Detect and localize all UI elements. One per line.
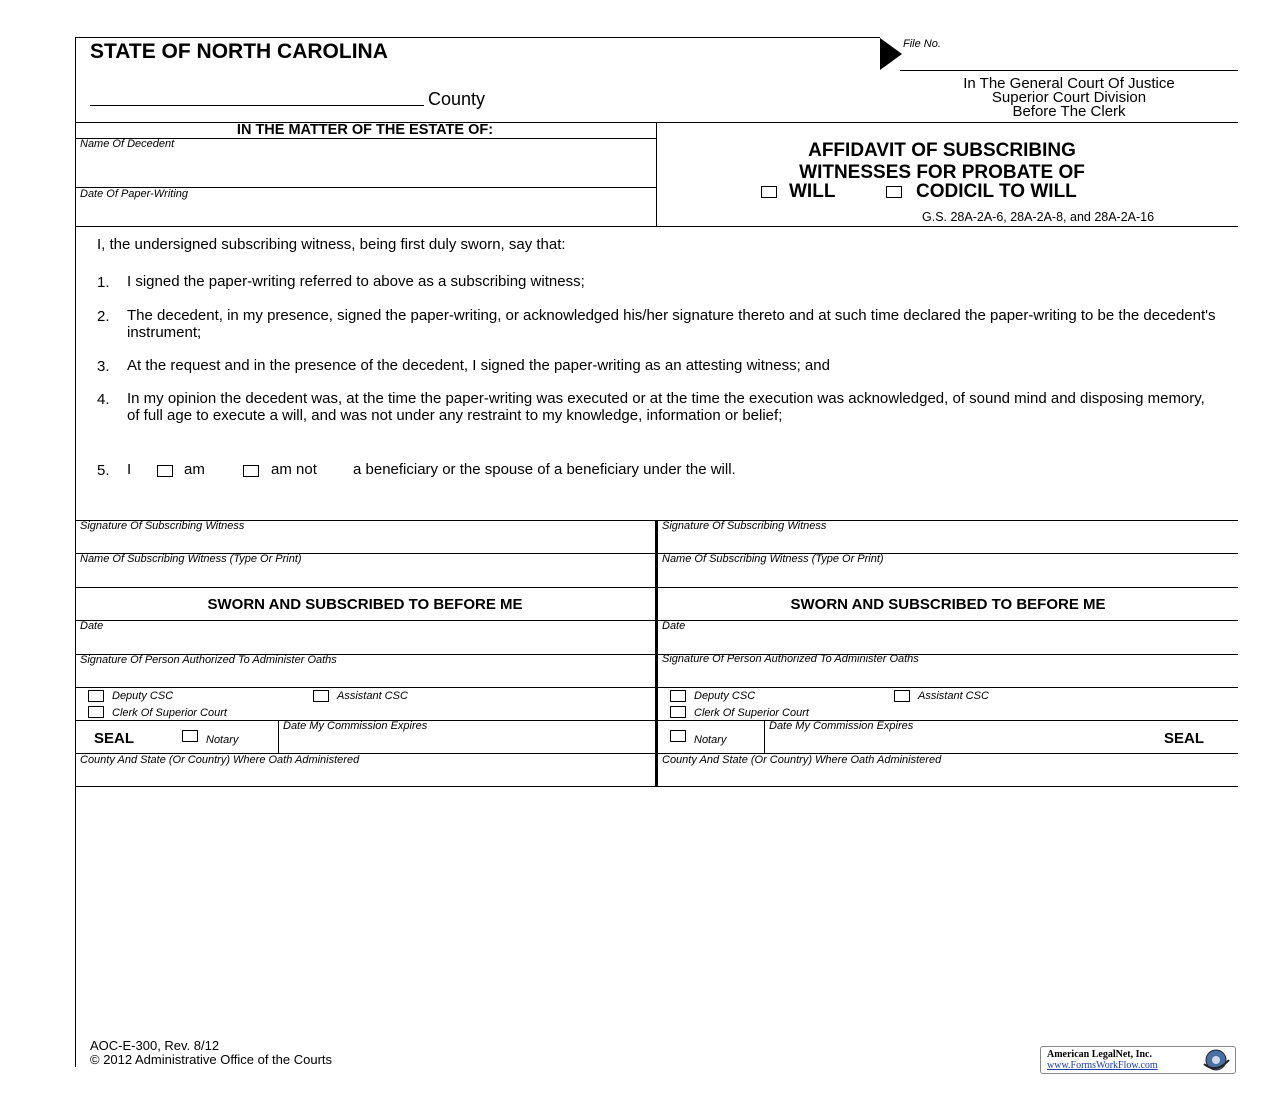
- paper-date-field[interactable]: [76, 202, 655, 224]
- form-title-line-2: WITNESSES FOR PROBATE OF: [799, 162, 1085, 183]
- office-row-line: [75, 720, 1238, 721]
- will-checkbox[interactable]: [761, 186, 777, 198]
- witness-2-deputy-label: Deputy CSC: [694, 690, 756, 702]
- file-no-line[interactable]: [900, 70, 1238, 71]
- item-2-text: The decedent, in my presence, signed the paper-writing, or acknowledged his/her signature thereto and at such time declared the paper-writing to be the decedent's instrument;: [127, 307, 1216, 341]
- file-no-label: File No.: [903, 38, 941, 50]
- witness-1-county-state-label: County And State (Or Country) Where Oath Administered: [80, 754, 360, 766]
- form-title-line-1: AFFIDAVIT OF SUBSCRIBING: [808, 140, 1076, 161]
- witness-1-name-label: Name Of Subscribing Witness (Type Or Print): [80, 553, 302, 565]
- witness-2-commission-divider: [764, 720, 765, 753]
- estate-heading: IN THE MATTER OF THE ESTATE OF:: [236, 122, 494, 138]
- witness-2-notary-checkbox[interactable]: [670, 730, 686, 742]
- item-1-text: I signed the paper-writing referred to above as a subscribing witness;: [127, 273, 585, 290]
- intro-text: I, the undersigned subscribing witness, being first duly sworn, say that:: [97, 236, 566, 253]
- witness-2-deputy-checkbox[interactable]: [670, 690, 686, 702]
- oath-signature-row-line: [75, 687, 1238, 688]
- globe-icon: [1199, 1048, 1231, 1072]
- am-label: am: [184, 461, 205, 478]
- frame-top-border: [75, 37, 880, 38]
- witness-1-deputy-checkbox[interactable]: [88, 690, 104, 702]
- witness-bottom-border: [75, 786, 1238, 787]
- state-title: STATE OF NORTH CAROLINA: [90, 40, 388, 63]
- witness-2-name-field[interactable]: [659, 567, 1237, 586]
- witness-1-clerk-checkbox[interactable]: [88, 706, 104, 718]
- witness-2-seal: SEAL: [1164, 730, 1205, 747]
- court-line-2: Superior Court Division: [991, 89, 1147, 106]
- witness-2-clerk-label: Clerk Of Superior Court: [694, 707, 809, 719]
- witness-2-county-state-field[interactable]: [659, 768, 1237, 786]
- codicil-label: CODICIL TO WILL: [916, 181, 1077, 202]
- item-1-number: 1.: [97, 274, 110, 291]
- decedent-name-field[interactable]: [76, 152, 655, 186]
- logo-url[interactable]: www.FormsWorkFlow.com: [1047, 1060, 1158, 1071]
- witness-2-sworn-heading: SWORN AND SUBSCRIBED TO BEFORE ME: [790, 596, 1106, 613]
- witness-2-date-field[interactable]: [659, 634, 1237, 653]
- item-4-text: In my opinion the decedent was, at the time the paper-writing was executed or at the time the execution was acknowledged, of sound mind and disposing memory, of full age to execute a will, and was not under any restraint to my knowledge, information or belief;: [127, 390, 1205, 424]
- witness-1-date-label: Date: [80, 620, 104, 632]
- witness-1-commission-field[interactable]: [280, 734, 654, 752]
- witness-1-assistant-label: Assistant CSC: [337, 690, 408, 702]
- witness-2-date-label: Date: [662, 620, 686, 632]
- witness-2-oath-signature-field[interactable]: [659, 668, 1237, 687]
- county-label: County: [428, 89, 486, 109]
- am-not-label: am not: [271, 461, 317, 478]
- witness-2-signature-field[interactable]: [659, 534, 1237, 553]
- form-number: AOC-E-300, Rev. 8/12: [90, 1038, 220, 1053]
- item-3-text: At the request and in the presence of the decedent, I signed the paper-writing as an attesting witness; and: [127, 357, 830, 374]
- witness-1-oath-signature-label: Signature Of Person Authorized To Administer Oaths: [80, 654, 337, 666]
- court-line-1: In The General Court Of Justice: [963, 75, 1175, 92]
- witness-2-assistant-label: Assistant CSC: [918, 690, 989, 702]
- form-title: [656, 140, 1228, 184]
- witness-1-clerk-label: Clerk Of Superior Court: [112, 707, 227, 719]
- witness-2-commission-field[interactable]: [766, 734, 1156, 752]
- estate-bottom-border: [75, 226, 1238, 227]
- sworn-row-line: [75, 620, 1238, 621]
- witness-2-name-label: Name Of Subscribing Witness (Type Or Print): [662, 553, 884, 565]
- witness-2-notary-label: Notary: [694, 734, 727, 746]
- decedent-name-label: Name Of Decedent: [80, 138, 175, 150]
- file-no-arrow-icon: [880, 38, 904, 72]
- witness-1-notary-checkbox[interactable]: [182, 730, 198, 742]
- copyright: © 2012 Administrative Office of the Courts: [90, 1052, 333, 1067]
- witness-1-signature-field[interactable]: [76, 534, 654, 553]
- witness-1-assistant-checkbox[interactable]: [313, 690, 329, 702]
- witness-1-commission-divider: [278, 720, 279, 753]
- witness-1-signature-label: Signature Of Subscribing Witness: [80, 520, 245, 532]
- am-not-checkbox[interactable]: [243, 465, 259, 477]
- witness-2-assistant-checkbox[interactable]: [894, 690, 910, 702]
- item-4-number: 4.: [97, 391, 110, 408]
- witness-2-signature-label: Signature Of Subscribing Witness: [662, 520, 827, 532]
- witness-1-county-state-field[interactable]: [76, 768, 654, 786]
- witness-1-notary-label: Notary: [206, 734, 239, 746]
- will-label: WILL: [789, 181, 836, 202]
- legalnet-logo[interactable]: [1040, 1046, 1236, 1074]
- witness-1-commission-label: Date My Commission Expires: [283, 720, 428, 732]
- witness-2-clerk-checkbox[interactable]: [670, 706, 686, 718]
- statute-citation: G.S. 28A-2A-6, 28A-2A-8, and 28A-2A-16: [922, 210, 1155, 224]
- witness-1-seal: SEAL: [94, 730, 135, 747]
- item-5-number: 5.: [97, 462, 110, 479]
- item-2-number: 2.: [97, 308, 110, 325]
- witness-1-sworn-heading: SWORN AND SUBSCRIBED TO BEFORE ME: [207, 596, 523, 613]
- name-row-line: [75, 587, 1238, 588]
- item-3-number: 3.: [97, 358, 110, 375]
- codicil-checkbox[interactable]: [886, 186, 902, 198]
- witness-2-county-state-label: County And State (Or Country) Where Oath Administered: [662, 754, 942, 766]
- am-checkbox[interactable]: [157, 465, 173, 477]
- logo-company-name: American LegalNet, Inc.: [1047, 1049, 1152, 1060]
- witness-1-oath-signature-field[interactable]: [76, 668, 654, 687]
- paper-date-label: Date Of Paper-Writing: [80, 188, 189, 200]
- county-line: [90, 105, 424, 106]
- item-5-i: I: [127, 461, 132, 478]
- item-5-text: a beneficiary or the spouse of a beneficiary under the will.: [353, 461, 736, 478]
- witness-1-date-field[interactable]: [76, 634, 654, 653]
- witness-1-deputy-label: Deputy CSC: [112, 690, 174, 702]
- witness-1-name-field[interactable]: [76, 567, 654, 586]
- witness-2-oath-signature-label: Signature Of Person Authorized To Administer Oaths: [662, 653, 919, 665]
- witness-2-commission-label: Date My Commission Expires: [769, 720, 914, 732]
- court-info: [900, 77, 1238, 119]
- court-line-3: Before The Clerk: [1012, 103, 1126, 120]
